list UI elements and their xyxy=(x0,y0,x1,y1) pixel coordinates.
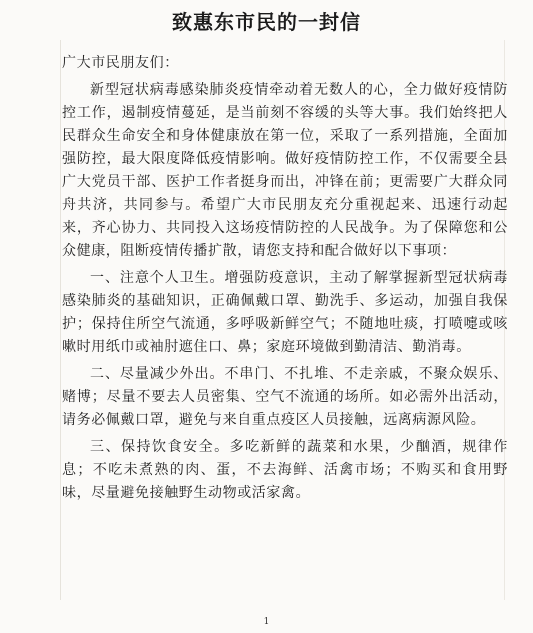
paragraph-item-3: 三、保持饮食安全。多吃新鲜的蔬菜和水果，少酗酒，规律作息；不吃未煮熟的肉、蛋，不去海鲜、活禽市场；不购买和食用野味，尽量避免接触野生动物或活家禽。 xyxy=(62,439,508,501)
left-margin-line xyxy=(60,40,61,600)
paragraph-item-2: 二、尽量减少外出。不串门、不扎堆、不走亲戚，不聚众娱乐、赌博；尽量不要去人员密集、空气不流通的场所。如必需外出活动，请务必佩戴口罩，避免与来自重点疫区人员接触，远离病源风险。 xyxy=(62,366,508,428)
document-title: 致惠东市民的一封信 xyxy=(172,10,361,34)
page-number: 1 xyxy=(263,617,270,627)
paragraph-intro: 新型冠状病毒感染肺炎疫情牵动着无数人的心，全力做好疫情防控工作，遏制疫情蔓延，是当前刻不容缓的头等大事。我们始终把人民群众生命安全和身体健康放在第一位，采取了一系列措施，全面加强防控，最大限度降低疫情影响。做好疫情防控工作，不仅需要全县广大党员干部、医护工作者挺身而出，冲锋在前；更需要广大群众同舟共济，共同参与。希望广大市民朋友充分重视起来、迅速行动起来，齐心协力、共同投入这场疫情防控的人民战争。为了保障您和公众健康，阻断疫情传播扩散，请您支持和配合做好以下事项： xyxy=(62,82,508,259)
paragraph-item-1: 一、注意个人卫生。增强防疫意识，主动了解掌握新型冠状病毒感染肺炎的基础知识，正确佩戴口罩、勤洗手、多运动，加强自我保护；保持住所空气流通，多呼吸新鲜空气；不随地吐痰，打喷嚏或咳嗽时用纸巾或袖肘遮住口、鼻；家庭环境做到勤清洁、勤消毒。 xyxy=(62,270,508,355)
salutation: 广大市民朋友们： xyxy=(62,55,179,71)
letter-body xyxy=(62,52,508,509)
